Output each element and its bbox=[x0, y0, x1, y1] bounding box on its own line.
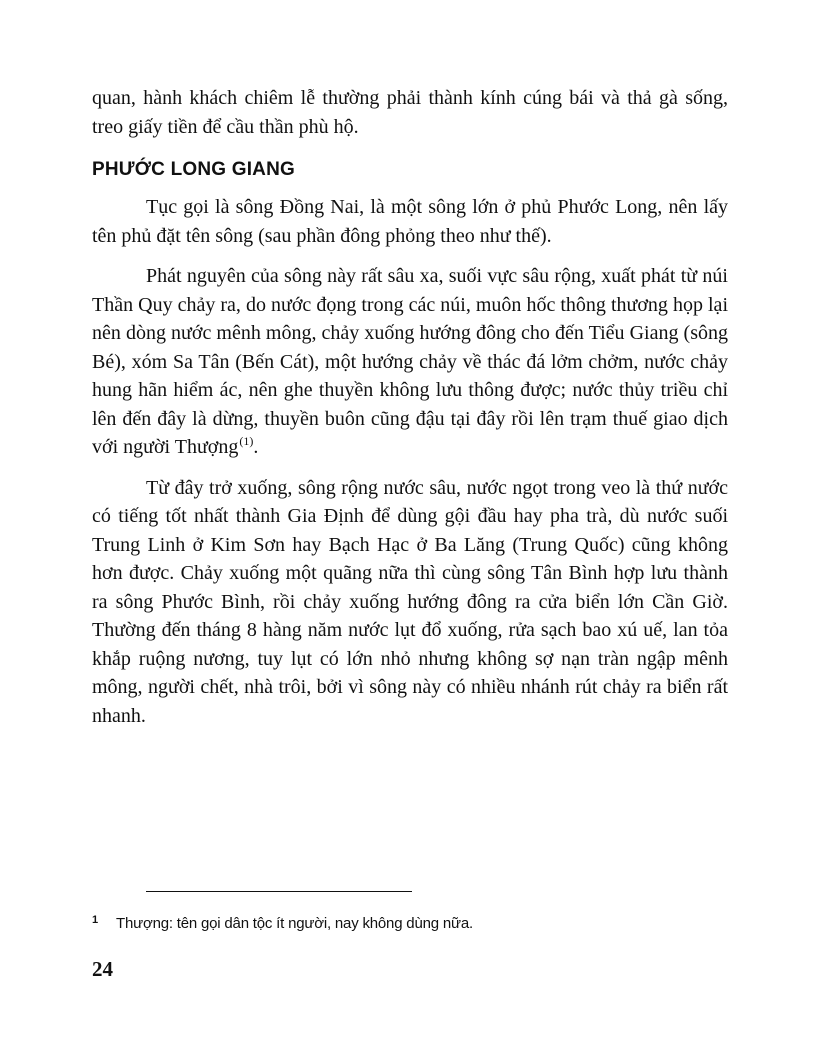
continuation-paragraph: quan, hành khách chiêm lễ thường phải thành kính cúng bái và thả gà sống, treo giấy tiền để cầu thần phù hộ. bbox=[92, 87, 728, 138]
footnote bbox=[92, 910, 732, 934]
paragraph-2-period: . bbox=[253, 436, 259, 458]
footnote-reference[interactable]: (1) bbox=[239, 434, 254, 448]
paragraph-3: Từ đây trở xuống, sông rộng nước sâu, nước ngọt trong veo là thứ nước có tiếng tốt nhất thành Gia Định để dùng gội đầu hay pha trà, dù nước suối Trung Linh ở Kim Sơn hay Bạch Hạc ở Ba Lăng (Trung Quốc) cũng không hơn được. Chảy xuống một quãng nữa thì cùng sông Tân Bình hợp lưu thành ra sông Phước Bình, rồi chảy xuống hướng đông ra cửa biển lớn Cần Giờ. Thường đến tháng 8 hàng năm nước lụt đổ xuống, rửa sạch bao xú uế, lan tỏa khắp ruộng nương, tuy lụt có lớn nhỏ nhưng không sợ nạn tràn ngập mênh mông, người chết, nhà trôi, bởi vì sông này có nhiều nhánh rút chảy ra biển rất nhanh. bbox=[92, 476, 728, 727]
footnote-marker: 1 bbox=[92, 914, 98, 926]
footnote-text: Thượng: tên gọi dân tộc ít người, nay không dùng nữa. bbox=[116, 915, 473, 932]
page-number: 24 bbox=[92, 957, 113, 981]
paragraph-2-text: Phát nguyên của sông này rất sâu xa, suối vực sâu rộng, xuất phát từ núi Thần Quy chảy ra, do nước đọng trong các núi, muôn hốc thông thương họp lại nên dòng nước mênh mông, chảy xuống hướng đông cho đến Tiểu Giang (sông Bé), xóm Sa Tân (Bến Cát), một hướng chảy về thác đá lởm chởm, nước chảy hung hãn hiểm ác, nên ghe thuyền không lưu thông được; nước thủy triều chỉ lên đến đây là dừng, thuyền buôn cũng đậu tại đây rồi lên trạm thuế giao dịch với người Thượng bbox=[92, 265, 728, 458]
section-heading: PHƯỚC LONG GIANG bbox=[92, 159, 296, 180]
footnote-divider bbox=[146, 891, 412, 892]
page-body bbox=[92, 84, 728, 730]
paragraph-2 bbox=[92, 262, 728, 462]
paragraph-1: Tục gọi là sông Đồng Nai, là một sông lớn ở phủ Phước Long, nên lấy tên phủ đặt tên sông (sau phần đông phỏng theo như thế). bbox=[92, 196, 728, 247]
